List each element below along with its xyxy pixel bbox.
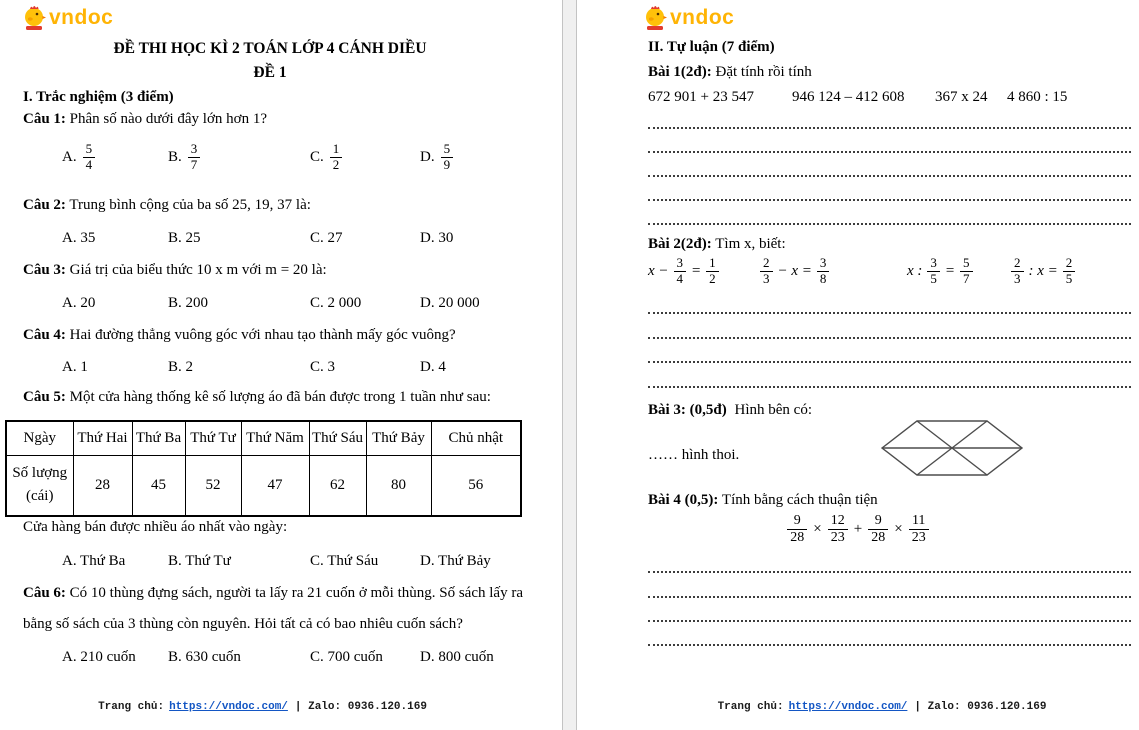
exercise-1: [648, 64, 812, 81]
table-data-row: [6, 455, 521, 516]
fraction: $\frac{5}{9}$: [441, 142, 454, 173]
table-header-cell: Ngày: [6, 421, 73, 455]
table-header-cell: Thứ Sáu: [309, 421, 366, 455]
question-1-label: Câu 1:: [23, 111, 66, 127]
answer-line: [648, 223, 1131, 225]
option-c: C. 3: [310, 359, 336, 375]
equation-1: x − $\frac{3}{4}$ = $\frac{1}{2}$: [648, 256, 719, 287]
exercise-1-operations: [577, 89, 1139, 111]
chicken-icon: [643, 4, 667, 31]
answer-line: [648, 571, 1131, 573]
option-a: [62, 142, 95, 173]
exercise-3-fill: …… hình thoi.: [648, 447, 740, 463]
option-d: D. 30: [420, 230, 454, 246]
question-6-line2: bằng số sách của 3 thùng còn nguyên. Hỏi tất cả có bao nhiêu cuốn sách?: [23, 616, 463, 632]
table-row-label: Số lượng (cái): [6, 455, 73, 516]
option-b: B. 200: [168, 295, 209, 311]
question-6-label: Câu 6:: [23, 585, 66, 601]
exercise-3: [648, 402, 812, 419]
option-b: B. 2: [168, 359, 194, 375]
question-4-options: [0, 359, 562, 383]
option-letter: D.: [420, 148, 435, 165]
answer-line: [648, 596, 1131, 598]
question-2: [23, 197, 311, 214]
answer-line: [648, 151, 1131, 153]
question-5-text: Một cửa hàng thống kê số lượng áo đã bán được trong 1 tuần như sau:: [69, 389, 491, 405]
question-4-text: Hai đường thẳng vuông góc với nhau tạo thành mấy góc vuông?: [69, 327, 456, 343]
option-c: C. 700 cuốn: [310, 649, 383, 665]
operation-addition: 672 901 + 23 547: [648, 89, 754, 105]
option-b: [168, 142, 200, 173]
equation-4: $\frac{2}{3}$ : x = $\frac{2}{5}$: [1006, 256, 1075, 287]
footer-home-link[interactable]: https://vndoc.com/: [788, 701, 908, 713]
vndoc-logo-text: vndoc: [670, 5, 735, 29]
answer-line: [648, 644, 1131, 646]
exercise-4-text: Tính bằng cách thuận tiện: [721, 492, 878, 508]
table-cell: 52: [185, 455, 241, 516]
exercise-4-label: Bài 4 (0,5):: [648, 492, 719, 508]
operation-subtraction: 946 124 – 412 608: [792, 89, 905, 105]
option-b: B. 630 cuốn: [168, 649, 241, 665]
footer-zalo: | Zalo: 0936.120.169: [294, 701, 427, 713]
option-c: [310, 142, 342, 173]
footer-home-link[interactable]: https://vndoc.com/: [169, 701, 288, 713]
exercise-4-expression: $\frac{9}{28}$ × $\frac{12}{23}$ + $\frac{9}{28}$ × $\frac{11}{23}$: [648, 513, 1068, 546]
fraction: $\frac{3}{7}$: [188, 142, 201, 173]
question-6-line1: [23, 585, 523, 602]
option-d: [420, 142, 453, 173]
question-5-options: [0, 553, 562, 577]
vndoc-logo: [643, 4, 734, 31]
option-d: D. 800 cuốn: [420, 649, 494, 665]
answer-line: [648, 312, 1131, 314]
table-cell: 47: [241, 455, 309, 516]
option-b: B. 25: [168, 230, 201, 246]
answer-line: [648, 175, 1131, 177]
option-c: C. Thứ Sáu: [310, 553, 379, 569]
exercise-3-text: Hình bên có:: [734, 402, 812, 418]
operation-division: 4 860 : 15: [1007, 89, 1068, 105]
vndoc-logo: [22, 4, 113, 31]
option-b: B. Thứ Tư: [168, 553, 231, 569]
equation-3: x : $\frac{3}{5}$ = $\frac{5}{7}$: [907, 256, 973, 287]
exercise-1-label: Bài 1(2đ):: [648, 64, 712, 80]
option-letter: A.: [62, 148, 77, 165]
exercise-2: [648, 236, 786, 253]
question-3-label: Câu 3:: [23, 262, 66, 278]
option-d: D. 4: [420, 359, 446, 375]
table-cell: 56: [431, 455, 521, 516]
exercise-2-text: Tìm x, biết:: [715, 236, 786, 252]
answer-line: [648, 361, 1131, 363]
question-3: [23, 262, 327, 279]
answer-line: [648, 199, 1131, 201]
option-c: C. 2 000: [310, 295, 362, 311]
option-c: C. 27: [310, 230, 343, 246]
page-2: [577, 0, 1139, 730]
question-4: [23, 327, 456, 344]
table-header-cell: Thứ Năm: [241, 421, 309, 455]
option-a: A. 210 cuốn: [62, 649, 136, 665]
vndoc-logo-text: vndoc: [49, 5, 114, 29]
fraction: $\frac{1}{2}$: [330, 142, 343, 173]
page-1: [0, 0, 562, 730]
answer-line: [648, 337, 1131, 339]
footer-prefix: Trang chủ:: [98, 701, 165, 713]
chicken-icon: [22, 4, 46, 31]
option-letter: C.: [310, 148, 324, 165]
option-a: A. 1: [62, 359, 88, 375]
exercise-2-equations: [577, 256, 1139, 296]
table-cell: 80: [366, 455, 431, 516]
exam-title: ĐỀ THI HỌC KÌ 2 TOÁN LỚP 4 CÁNH DIỀU: [113, 40, 427, 57]
answer-line: [648, 386, 1131, 388]
option-a: A. 20: [62, 295, 96, 311]
question-3-options: [0, 295, 562, 319]
question-1-options: [0, 142, 562, 184]
table-cell: 28: [73, 455, 132, 516]
section-heading-trac-nghiem: I. Trắc nghiệm (3 điểm): [23, 89, 174, 105]
hexagon-figure: [881, 418, 1023, 480]
question-1-text: Phân số nào dưới đây lớn hơn 1?: [69, 111, 267, 127]
exam-subtitle: ĐỀ 1: [253, 64, 287, 81]
option-a: A. 35: [62, 230, 96, 246]
page-gutter: [562, 0, 577, 730]
operation-multiplication: 367 x 24: [935, 89, 988, 105]
question-5-label: Câu 5:: [23, 389, 66, 405]
question-6-options: [0, 649, 562, 673]
table-header-cell: Thứ Ba: [132, 421, 185, 455]
question-5: [23, 389, 491, 406]
question-2-text: Trung bình cộng của ba số 25, 19, 37 là:: [69, 197, 311, 213]
question-2-label: Câu 2:: [23, 197, 66, 213]
table-header-cell: Thứ Hai: [73, 421, 132, 455]
equation-2: $\frac{2}{3}$ − x = $\frac{3}{8}$: [755, 256, 829, 287]
page-footer: [617, 701, 1139, 713]
fraction: $\frac{5}{4}$: [83, 142, 96, 173]
question-3-text: Giá trị của biểu thức 10 x m với m = 20 là:: [69, 262, 327, 278]
footer-zalo: | Zalo: 0936.120.169: [914, 701, 1047, 713]
option-letter: B.: [168, 148, 182, 165]
exercise-3-label: Bài 3: (0,5đ): [648, 402, 727, 418]
exercise-4: [648, 492, 878, 509]
answer-line: [648, 620, 1131, 622]
exercise-1-text: Đặt tính rồi tính: [715, 64, 812, 80]
table-header-cell: Chủ nhật: [431, 421, 521, 455]
table-header-row: [6, 421, 521, 455]
option-d: D. Thứ Bảy: [420, 553, 491, 569]
footer-prefix: Trang chủ:: [717, 701, 784, 713]
question-2-options: [0, 230, 562, 254]
question-4-label: Câu 4:: [23, 327, 66, 343]
question-1: [23, 111, 267, 128]
question-5-followup: Cửa hàng bán được nhiều áo nhất vào ngày:: [23, 519, 288, 535]
section-heading-tu-luan: II. Tự luận (7 điểm): [648, 39, 775, 55]
table-cell: 62: [309, 455, 366, 516]
table-header-cell: Thứ Tư: [185, 421, 241, 455]
sales-table: [5, 420, 522, 517]
option-d: D. 20 000: [420, 295, 480, 311]
question-6-text: Có 10 thùng đựng sách, người ta lấy ra 21 cuốn ở mỗi thùng. Số sách lấy ra: [69, 585, 523, 601]
answer-line: [648, 127, 1131, 129]
option-a: A. Thứ Ba: [62, 553, 126, 569]
page-footer: [0, 701, 525, 713]
table-cell: 45: [132, 455, 185, 516]
exercise-2-label: Bài 2(2đ):: [648, 236, 712, 252]
table-header-cell: Thứ Bảy: [366, 421, 431, 455]
